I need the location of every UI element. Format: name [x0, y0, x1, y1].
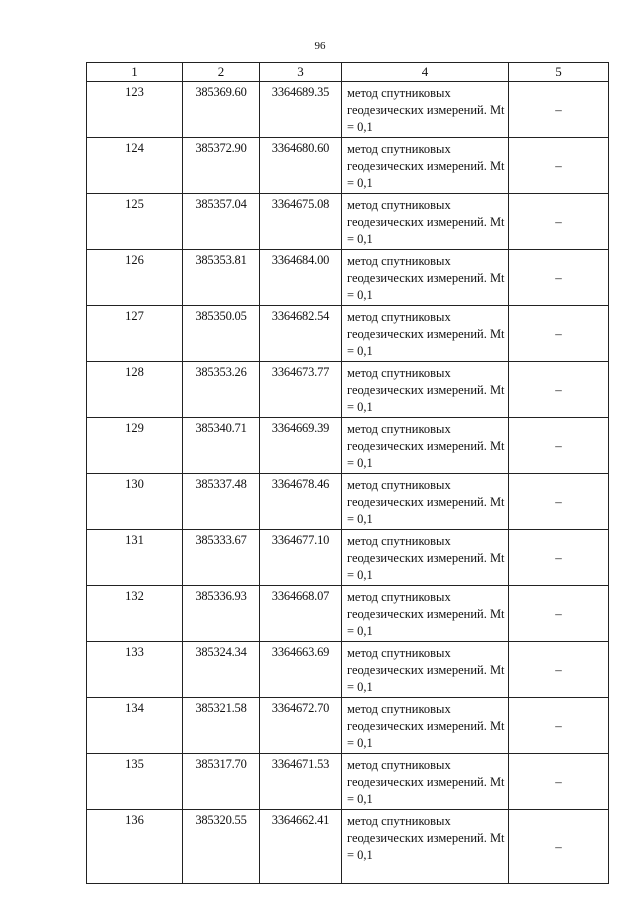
table-row [87, 698, 609, 754]
y-coordinate-cell: 3364671.53 [260, 754, 342, 810]
y-coordinate-cell: 3364678.46 [260, 474, 342, 530]
x-coordinate-cell: 385333.67 [183, 530, 260, 586]
header-col-1: 1 [87, 63, 183, 82]
method-cell: метод спутниковых геодезических измерений. Mt = 0,1 [342, 530, 509, 586]
x-coordinate-cell: 385317.70 [183, 754, 260, 810]
y-coordinate-cell: 3364663.69 [260, 642, 342, 698]
note-cell: – [509, 586, 609, 642]
header-col-3: 3 [260, 63, 342, 82]
point-number-cell: 133 [87, 642, 183, 698]
x-coordinate-cell: 385369.60 [183, 82, 260, 138]
table-row [87, 474, 609, 530]
table-row [87, 530, 609, 586]
method-cell: метод спутниковых геодезических измерений. Mt = 0,1 [342, 698, 509, 754]
y-coordinate-cell: 3364673.77 [260, 362, 342, 418]
header-col-5: 5 [509, 63, 609, 82]
table-row [87, 810, 609, 884]
note-cell: – [509, 418, 609, 474]
method-cell: метод спутниковых геодезических измерений. Mt = 0,1 [342, 138, 509, 194]
y-coordinate-cell: 3364672.70 [260, 698, 342, 754]
method-cell: метод спутниковых геодезических измерений. Mt = 0,1 [342, 810, 509, 884]
point-number-cell: 135 [87, 754, 183, 810]
coordinates-table [86, 62, 609, 884]
y-coordinate-cell: 3364668.07 [260, 586, 342, 642]
method-cell: метод спутниковых геодезических измерений. Mt = 0,1 [342, 474, 509, 530]
point-number-cell: 124 [87, 138, 183, 194]
point-number-cell: 127 [87, 306, 183, 362]
note-cell: – [509, 810, 609, 884]
method-cell: метод спутниковых геодезических измерений. Mt = 0,1 [342, 306, 509, 362]
table-row [87, 586, 609, 642]
y-coordinate-cell: 3364669.39 [260, 418, 342, 474]
table-row [87, 250, 609, 306]
page-number: 96 [314, 40, 326, 52]
method-cell: метод спутниковых геодезических измерений. Mt = 0,1 [342, 194, 509, 250]
point-number-cell: 126 [87, 250, 183, 306]
table-row [87, 138, 609, 194]
header-col-2: 2 [183, 63, 260, 82]
table-row [87, 362, 609, 418]
header-row [87, 63, 609, 82]
y-coordinate-cell: 3364675.08 [260, 194, 342, 250]
point-number-cell: 128 [87, 362, 183, 418]
method-cell: метод спутниковых геодезических измерений. Mt = 0,1 [342, 586, 509, 642]
note-cell: – [509, 642, 609, 698]
note-cell: – [509, 362, 609, 418]
point-number-cell: 129 [87, 418, 183, 474]
header-col-4: 4 [342, 63, 509, 82]
table-body [87, 82, 609, 884]
x-coordinate-cell: 385336.93 [183, 586, 260, 642]
method-cell: метод спутниковых геодезических измерений. Mt = 0,1 [342, 250, 509, 306]
x-coordinate-cell: 385350.05 [183, 306, 260, 362]
x-coordinate-cell: 385357.04 [183, 194, 260, 250]
note-cell: – [509, 530, 609, 586]
x-coordinate-cell: 385353.26 [183, 362, 260, 418]
method-cell: метод спутниковых геодезических измерений. Mt = 0,1 [342, 82, 509, 138]
point-number-cell: 132 [87, 586, 183, 642]
note-cell: – [509, 474, 609, 530]
x-coordinate-cell: 385320.55 [183, 810, 260, 884]
note-cell: – [509, 250, 609, 306]
note-cell: – [509, 82, 609, 138]
note-cell: – [509, 138, 609, 194]
x-coordinate-cell: 385324.34 [183, 642, 260, 698]
x-coordinate-cell: 385321.58 [183, 698, 260, 754]
table-row [87, 82, 609, 138]
note-cell: – [509, 194, 609, 250]
method-cell: метод спутниковых геодезических измерений. Mt = 0,1 [342, 418, 509, 474]
point-number-cell: 136 [87, 810, 183, 884]
y-coordinate-cell: 3364689.35 [260, 82, 342, 138]
method-cell: метод спутниковых геодезических измерений. Mt = 0,1 [342, 642, 509, 698]
table-header [87, 63, 609, 82]
y-coordinate-cell: 3364682.54 [260, 306, 342, 362]
method-cell: метод спутниковых геодезических измерений. Mt = 0,1 [342, 362, 509, 418]
method-cell: метод спутниковых геодезических измерений. Mt = 0,1 [342, 754, 509, 810]
point-number-cell: 134 [87, 698, 183, 754]
point-number-cell: 123 [87, 82, 183, 138]
y-coordinate-cell: 3364680.60 [260, 138, 342, 194]
y-coordinate-cell: 3364677.10 [260, 530, 342, 586]
note-cell: – [509, 698, 609, 754]
note-cell: – [509, 754, 609, 810]
x-coordinate-cell: 385340.71 [183, 418, 260, 474]
note-cell: – [509, 306, 609, 362]
x-coordinate-cell: 385353.81 [183, 250, 260, 306]
y-coordinate-cell: 3364684.00 [260, 250, 342, 306]
x-coordinate-cell: 385337.48 [183, 474, 260, 530]
table-row [87, 194, 609, 250]
table-row [87, 642, 609, 698]
table-row [87, 306, 609, 362]
point-number-cell: 130 [87, 474, 183, 530]
y-coordinate-cell: 3364662.41 [260, 810, 342, 884]
table-row [87, 754, 609, 810]
x-coordinate-cell: 385372.90 [183, 138, 260, 194]
point-number-cell: 125 [87, 194, 183, 250]
point-number-cell: 131 [87, 530, 183, 586]
table-row [87, 418, 609, 474]
